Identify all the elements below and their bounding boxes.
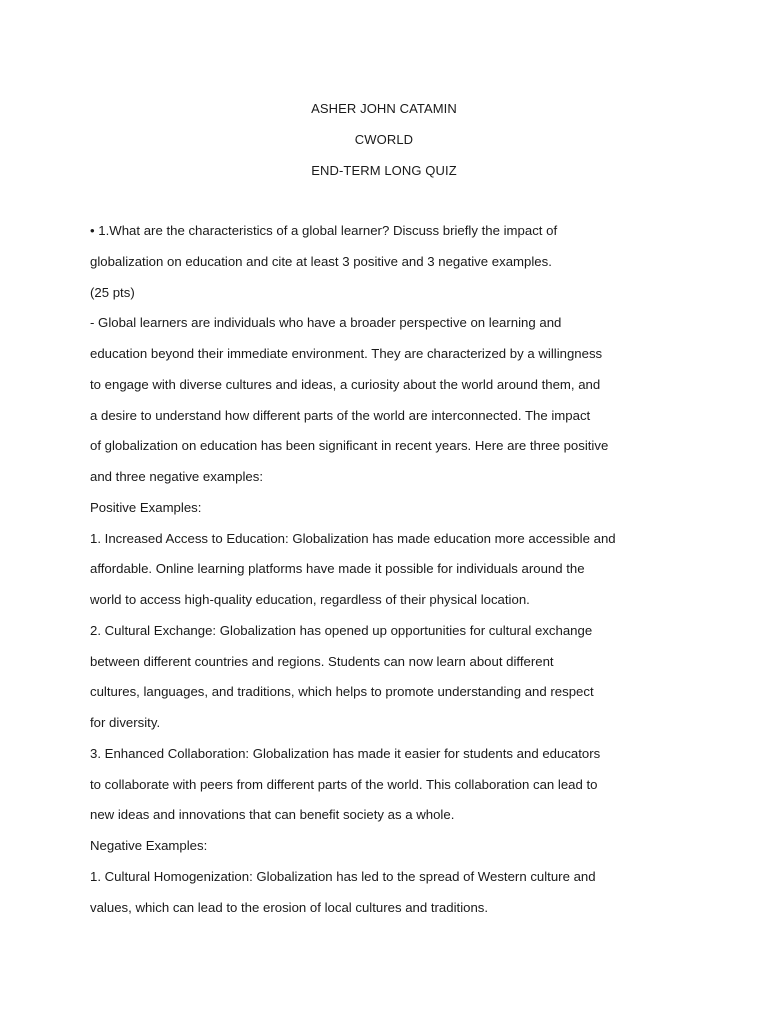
question-line: globalization on education and cite at least 3 positive and 3 negative examples. — [90, 253, 552, 269]
document-body — [90, 216, 690, 923]
section-heading-positive: Positive Examples: — [90, 499, 202, 515]
positive-example-line: affordable. Online learning platforms have made it possible for individuals around the — [90, 561, 585, 577]
answer-line: a desire to understand how different parts of the world are interconnected. The impact — [90, 407, 591, 423]
section-heading-negative: Negative Examples: — [90, 838, 208, 853]
positive-example-line: to collaborate with peers from different parts of the world. This collaboration can lead to — [90, 776, 598, 792]
positive-example-line: for diversity. — [90, 715, 161, 730]
answer-line: - Global learners are individuals who have a broader perspective on learning and — [90, 315, 562, 331]
exam-title: END-TERM LONG QUIZ — [311, 163, 457, 178]
positive-example-line: world to access high-quality education, regardless of their physical location. — [90, 592, 530, 607]
course-name: CWORLD — [354, 132, 414, 147]
answer-line: to engage with diverse cultures and ideas, a curiosity about the world around them, and — [90, 376, 601, 392]
document-header — [0, 93, 768, 186]
author-name: ASHER JOHN CATAMIN — [311, 101, 457, 116]
positive-example-line: 3. Enhanced Collaboration: Globalization has made it easier for students and educators — [90, 745, 601, 761]
positive-example-line: 1. Increased Access to Education: Globalization has made education more accessible and — [90, 530, 616, 546]
negative-example-line: 1. Cultural Homogenization: Globalization has led to the spread of Western culture and — [90, 868, 596, 884]
question-points: (25 pts) — [90, 284, 135, 300]
answer-line: and three negative examples: — [90, 469, 264, 484]
answer-line: education beyond their immediate environment. They are characterized by a willingness — [90, 346, 603, 361]
positive-example-line: cultures, languages, and traditions, which helps to promote understanding and respect — [90, 684, 594, 700]
negative-example-line: values, which can lead to the erosion of local cultures and traditions. — [90, 899, 489, 915]
answer-line: of globalization on education has been significant in recent years. Here are three positive — [90, 438, 609, 454]
positive-example-line: 2. Cultural Exchange: Globalization has opened up opportunities for cultural exchange — [90, 622, 593, 638]
positive-example-line: between different countries and regions. Students can now learn about different — [90, 653, 554, 669]
question-line: • 1.What are the characteristics of a global learner? Discuss briefly the impact of — [90, 223, 558, 238]
positive-example-line: new ideas and innovations that can benefit society as a whole. — [90, 807, 455, 823]
